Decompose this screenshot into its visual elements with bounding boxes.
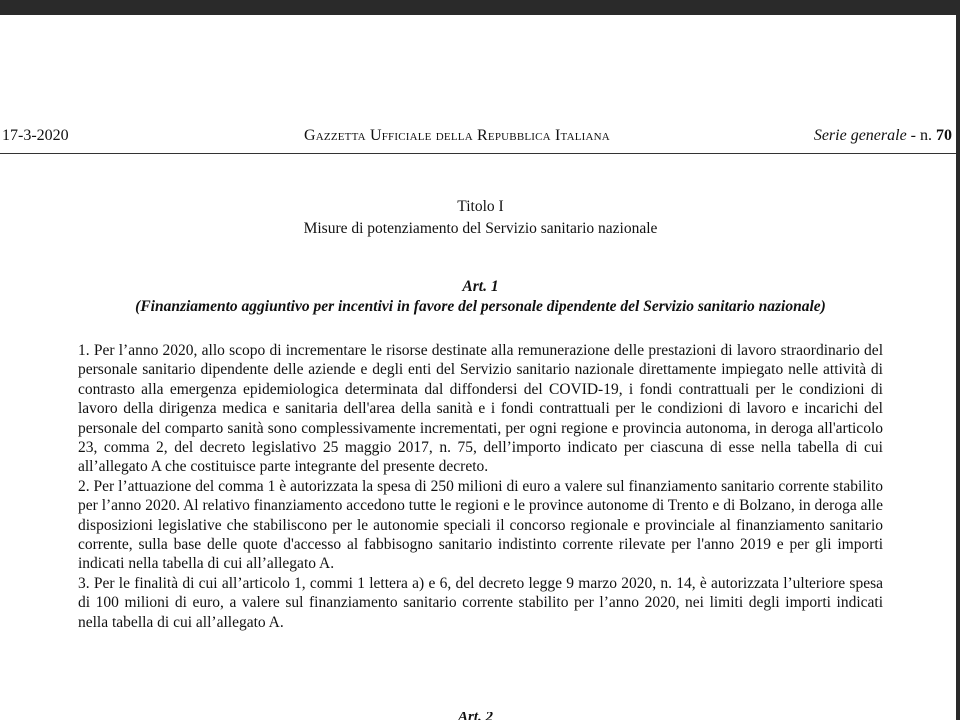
gazette-header xyxy=(0,125,956,149)
publication-date: 17-3-2020 xyxy=(2,127,69,144)
next-article-heading: Art. 2 xyxy=(458,712,494,720)
article-number: Art. 1 xyxy=(462,278,499,295)
series-separator: - n. xyxy=(906,127,936,144)
header-rule xyxy=(0,153,956,154)
series-info xyxy=(814,127,952,145)
article-body xyxy=(78,341,883,632)
article-heading: (Finanziamento aggiuntivo per incentivi in favore del personale dipendente del Servizio sanitario nazionale) xyxy=(135,298,826,315)
paragraph-3: 3. Per le finalità di cui all’articolo 1, commi 1 lettera a) e 6, del decreto legge 9 marzo 2020, n. 14, è autorizzata l’ulteriore spesa di 100 milioni di euro, a valere sul finanziamento sanitario corrente stabilito per l’anno 2020, nei limiti degli importi indicati nella tabella di cui all’allegato A. xyxy=(78,574,883,631)
gazette-title: Gazzetta Ufficiale della Repubblica Italiana xyxy=(304,127,610,144)
paragraph-1: 1. Per l’anno 2020, allo scopo di incrementare le risorse destinate alla remunerazione delle prestazioni di lavoro straordinario del personale sanitario dipendente delle aziende e degli enti del Servizio sanitario nazionale direttamente impiegato nelle attività di contrasto alla emergenza epidemiologica determinata dal diffondersi del COVID-19, i fondi contrattuali per le condizioni di lavoro della dirigenza medica e sanitaria dell'area della sanità e i fondi contrattuali per le condizioni di lavoro e incarichi del personale del comparto sanità sono complessivamente incrementati, per ogni regione e provincia autonoma, in deroga all'articolo 23, comma 2, del decreto legislativo 25 maggio 2017, n. 75, dell’importo indicato per ciascuna di esse nella tabella di cui all’allegato A che costituisce parte integrante del presente decreto. xyxy=(78,342,883,476)
section-subtitle: Misure di potenziamento del Servizio sanitario nazionale xyxy=(303,220,658,237)
paragraph-2: 2. Per l’attuazione del comma 1 è autorizzata la spesa di 250 milioni di euro a valere sul finanziamento sanitario corrente stabilito per l’anno 2020. Al relativo finanziamento accedono tutte le regioni e le province autonome di Trento e di Bolzano, in deroga alle disposizioni legislative che stabiliscono per le autonomie speciali il concorso regionale e provinciale al finanziamento sanitario corrente, sulla base delle quote d'accesso al fabbisogno sanitario indistinto corrente rilevate per l'anno 2019 e per gli importi indicati nella tabella di cui all’allegato A. xyxy=(78,477,883,573)
series-number: 70 xyxy=(936,127,952,144)
section-title: Titolo I xyxy=(457,198,504,215)
series-label: Serie generale xyxy=(813,127,907,144)
window-right-edge xyxy=(956,15,960,720)
window-top-bar xyxy=(0,0,960,15)
